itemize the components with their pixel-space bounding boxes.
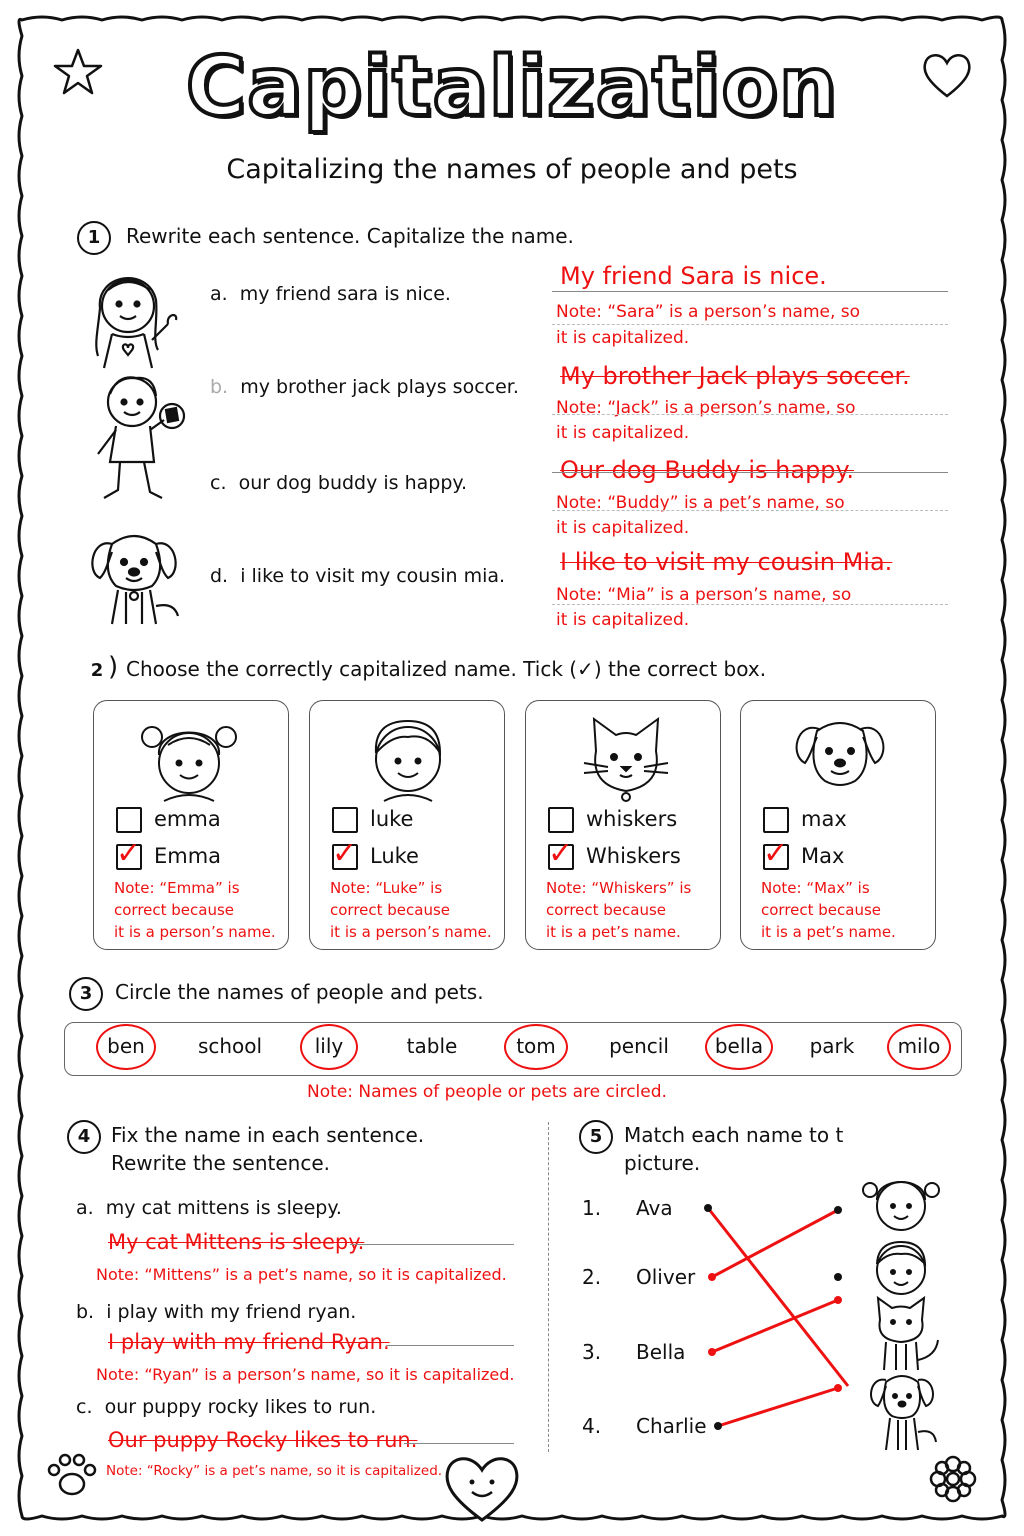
cat-face-icon (576, 711, 676, 803)
match-name-charlie: Charlie (636, 1414, 707, 1438)
note-a-line1: Note: “Sara” is a person’s name, so (556, 302, 861, 322)
note-a-line2: it is capitalized. (556, 328, 690, 348)
card-note-line2: correct because (114, 901, 235, 919)
checkmark-icon: ✓ (548, 836, 574, 871)
section-4-title-line2: Rewrite the sentence. (111, 1151, 331, 1175)
section-1-number: 1 (77, 221, 111, 255)
checkmark-icon: ✓ (116, 836, 142, 871)
word-lily[interactable]: lily (314, 1034, 344, 1058)
section-2-number: 2 (90, 660, 104, 681)
section-2-title: Choose the correctly capitalized name. Tick (✓) the correct box. (126, 657, 767, 681)
match-line-bella (712, 1300, 838, 1352)
card-note-line3: it is a pet’s name. (761, 923, 896, 941)
match-number-2: 2. (582, 1265, 602, 1289)
item-b-letter: b. (210, 376, 229, 398)
note-b-line1: Note: “Jack” is a person’s name, so (556, 398, 856, 418)
card-note-line2: correct because (546, 901, 667, 919)
fix-a-note: Note: “Mittens” is a pet’s name, so it is capitalized. (96, 1265, 507, 1284)
card-note-line2: correct because (330, 901, 451, 919)
note-d-line1: Note: “Mia” is a person’s name, so (556, 585, 852, 605)
section-3-title: Circle the names of people and pets. (115, 980, 484, 1004)
section-5-title-line2: picture. (624, 1151, 701, 1175)
paw-print-icon (44, 1450, 100, 1500)
section-3-number: 3 (69, 977, 103, 1011)
checkbox-luke-lower[interactable] (332, 807, 358, 833)
answer-b: My brother Jack plays soccer. (560, 362, 910, 390)
card-note-line1: Note: “Emma” is (114, 879, 240, 897)
choice-card-whiskers (525, 700, 721, 950)
match-pictures (856, 1170, 946, 1460)
fix-a-prompt: my cat mittens is sleepy. (105, 1197, 342, 1219)
checkmark-icon: ✓ (763, 836, 789, 871)
option-luke-lower: luke (370, 807, 414, 831)
smiling-heart-icon (440, 1448, 524, 1526)
card-note-line3: it is a person’s name. (114, 923, 276, 941)
item-a-prompt: my friend sara is nice. (239, 283, 451, 305)
section-4-title-line1: Fix the name in each sentence. (111, 1123, 425, 1147)
fix-c-note: Note: “Rocky” is a pet’s name, so it is capitalized. (106, 1463, 443, 1479)
section-5-number: 5 (579, 1120, 613, 1154)
fix-b-letter: b. (76, 1301, 95, 1323)
dog-illustration (82, 522, 186, 632)
word-tom[interactable]: tom (516, 1034, 556, 1058)
page-subtitle: Capitalizing the names of people and pets (226, 154, 798, 185)
fix-b-note: Note: “Ryan” is a person’s name, so it is capitalized. (96, 1365, 515, 1384)
card-note-line2: correct because (761, 901, 882, 919)
option-whiskers-capital: Whiskers (586, 844, 681, 868)
checkbox-luke-capital[interactable] (332, 836, 358, 871)
match-line-charlie (718, 1388, 838, 1426)
word-pencil[interactable]: pencil (609, 1034, 669, 1058)
choice-card-emma (93, 700, 289, 950)
checkbox-whiskers-lower[interactable] (548, 807, 574, 833)
fix-a-answer: My cat Mittens is sleepy. (108, 1230, 365, 1254)
fix-c-answer: Our puppy Rocky likes to run. (108, 1428, 418, 1452)
match-name-ava: Ava (636, 1196, 673, 1220)
checkbox-whiskers-capital[interactable] (548, 836, 574, 871)
word-milo[interactable]: milo (897, 1034, 941, 1058)
item-d-prompt: i like to visit my cousin mia. (240, 565, 506, 587)
section-divider (548, 1122, 549, 1452)
card-note-line3: it is a person’s name. (330, 923, 492, 941)
section-3-note: Note: Names of people or pets are circled. (307, 1082, 667, 1102)
section-4-number: 4 (67, 1120, 101, 1154)
card-note-line1: Note: “Whiskers” is (546, 879, 692, 897)
card-note-line1: Note: “Luke” is (330, 879, 443, 897)
match-number-4: 4. (582, 1414, 602, 1438)
item-c-prompt: our dog buddy is happy. (238, 472, 468, 494)
match-name-bella: Bella (636, 1340, 686, 1364)
word-ben[interactable]: ben (107, 1034, 145, 1058)
note-b-line2: it is capitalized. (556, 423, 690, 443)
choice-card-max (740, 700, 936, 950)
answer-c: Our dog Buddy is happy. (560, 456, 854, 484)
checkbox-emma-capital[interactable] (116, 836, 142, 871)
flower-icon (926, 1452, 980, 1506)
match-line-ava (708, 1208, 848, 1386)
matching-lines (690, 1190, 860, 1440)
word-park[interactable]: park (809, 1034, 855, 1058)
checkbox-max-capital[interactable] (763, 836, 789, 871)
answer-a: My friend Sara is nice. (560, 262, 827, 290)
fix-b-prompt: i play with my friend ryan. (106, 1301, 357, 1323)
note-c-line2: it is capitalized. (556, 518, 690, 538)
page-title: Capitalization (185, 40, 839, 135)
dog-icon (871, 1376, 936, 1450)
fix-c-prompt: our puppy rocky likes to run. (104, 1396, 377, 1418)
girl-face-icon (863, 1182, 939, 1230)
match-name-oliver: Oliver (636, 1265, 696, 1289)
girl-illustration (78, 260, 188, 370)
option-whiskers-lower: whiskers (586, 807, 678, 831)
item-c-letter: c. (210, 472, 227, 494)
choice-card-luke (309, 700, 505, 950)
card-note-line1: Note: “Max” is (761, 879, 870, 897)
note-d-line2: it is capitalized. (556, 610, 690, 630)
word-school[interactable]: school (197, 1034, 263, 1058)
match-number-3: 3. (582, 1340, 602, 1364)
girl-face-icon (134, 711, 244, 803)
match-line-oliver (712, 1210, 838, 1277)
match-number-1: 1. (582, 1196, 602, 1220)
item-b-prompt: my brother jack plays soccer. (240, 376, 519, 398)
boy-with-ball-illustration (92, 368, 192, 518)
puppy-face-icon (785, 711, 895, 801)
option-emma-capital: Emma (154, 844, 222, 868)
word-table[interactable]: table (406, 1034, 458, 1058)
card-note-line3: it is a pet’s name. (546, 923, 681, 941)
boy-face-icon (877, 1242, 925, 1294)
boy-face-icon (358, 709, 458, 803)
option-max-lower: max (801, 807, 847, 831)
checkmark-icon: ✓ (332, 836, 358, 871)
section-5-title-line1: Match each name to t (624, 1123, 844, 1147)
checkbox-emma-lower[interactable] (116, 807, 142, 833)
note-c-line1: Note: “Buddy” is a pet’s name, so (556, 493, 845, 513)
cat-icon (878, 1298, 938, 1370)
fix-c-letter: c. (76, 1396, 93, 1418)
checkbox-max-lower[interactable] (763, 807, 789, 833)
item-d-letter: d. (210, 565, 229, 587)
option-emma-lower: emma (154, 807, 221, 831)
word-bella[interactable]: bella (714, 1034, 764, 1058)
section-1-title: Rewrite each sentence. Capitalize the name. (126, 224, 574, 248)
fix-a-letter: a. (76, 1197, 94, 1219)
item-a-letter: a. (210, 283, 228, 305)
fix-b-answer: I play with my friend Ryan. (108, 1330, 390, 1354)
option-luke-capital: Luke (370, 844, 419, 868)
option-max-capital: Max (801, 844, 845, 868)
answer-d: I like to visit my cousin Mia. (560, 548, 893, 576)
